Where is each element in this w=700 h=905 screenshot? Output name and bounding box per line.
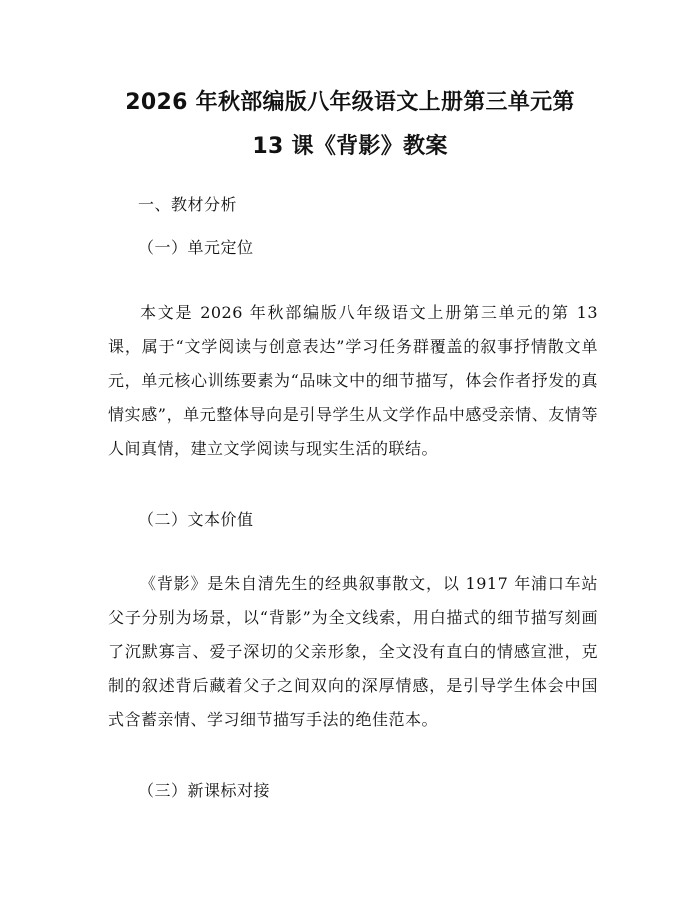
subsection-heading-curriculum-alignment: （三）新课标对接 bbox=[138, 781, 271, 800]
subsection-heading-text-value: （二）文本价值 bbox=[138, 510, 254, 529]
section-heading-textbook-analysis: 一、教材分析 bbox=[138, 195, 238, 214]
paragraph-text-value: 《背影》是朱自清先生的经典叙事散文，以 1917 年浦口车站父子分别为场景，以“背影”为全文线索，用白描式的细节描写刻画了沉默寡言、爱子深切的父亲形象，全文没有直白的情感宣泄，克制的叙述背后藏着父子之间双向的深厚情感，是引导学生体会中国式含蓄亲情、学习细节描写手法的绝佳范本。 bbox=[108, 574, 598, 729]
paragraph-unit-positioning: 本文是 2026 年秋部编版八年级语文上册第三单元的第 13 课，属于“文学阅读与创意表达”学习任务群覆盖的叙事抒情散文单元，单元核心训练要素为“品味文中的细节描写，体会作者抒发的真情实感”，单元整体导向是引导学生从文学作品中感受亲情、友情等人间真情，建立文学阅读与现实生活的联结。 bbox=[108, 303, 598, 458]
document-title-line-1: 2026 年秋部编版八年级语文上册第三单元第 bbox=[125, 90, 575, 115]
document-title-line-2: 13 课《背影》教案 bbox=[252, 134, 448, 159]
subsection-heading-unit-positioning: （一）单元定位 bbox=[138, 238, 254, 257]
